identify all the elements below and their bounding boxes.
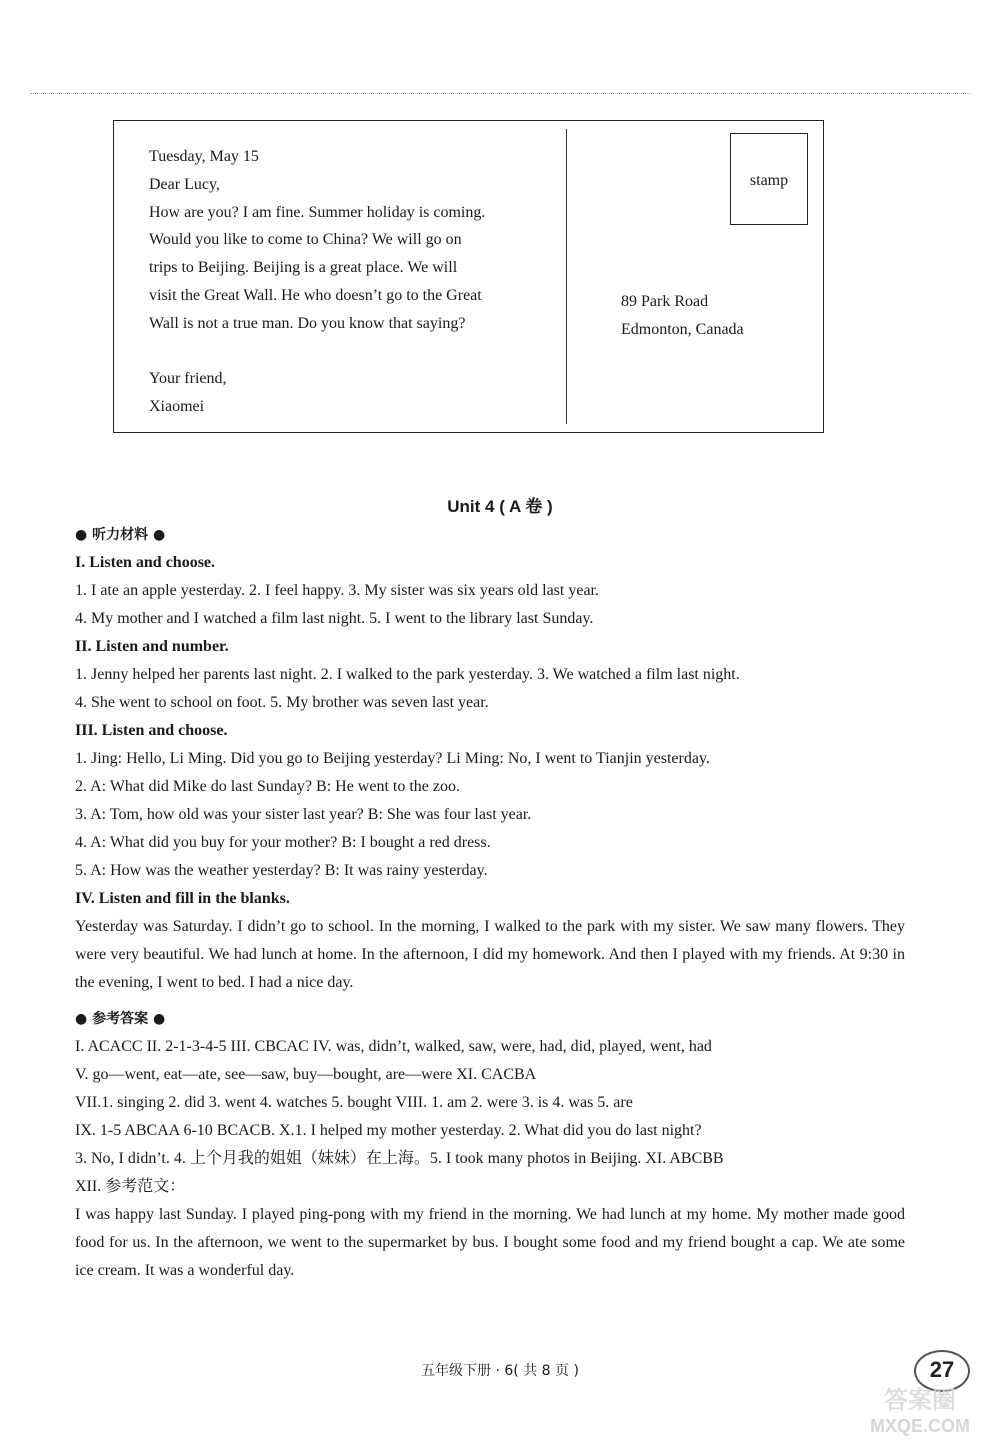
section-line: 4. She went to school on foot. 5. My brother was seven last year. <box>75 694 489 711</box>
stamp-label: stamp <box>749 172 789 189</box>
section-heading: III. Listen and choose. <box>75 722 228 739</box>
svg-text:MXQE.COM: MXQE.COM <box>869 1416 971 1436</box>
section-line: 1. I ate an apple yesterday. 2. I feel happy. 3. My sister was six years old last year. <box>75 582 599 599</box>
answer-key-body <box>75 521 915 1285</box>
letter-line: Dear Lucy, <box>149 175 220 193</box>
letter-line: Your friend, <box>149 370 227 388</box>
section-line: 2. A: What did Mike do last Sunday? B: He went to the zoo. <box>75 778 460 795</box>
answer-line: XII. 参考范文： <box>75 1178 186 1195</box>
section-line: 1. Jing: Hello, Li Ming. Did you go to Beijing yesterday? Li Ming: No, I went to Tianjin yesterday. <box>75 750 710 767</box>
letter-line: trips to Beijing. Beijing is a great place. We will <box>149 259 458 277</box>
section-line: 5. A: How was the weather yesterday? B: It was rainy yesterday. <box>75 862 488 879</box>
page-number: 27 <box>914 1350 970 1392</box>
postcard-address <box>621 288 744 344</box>
listening-heading: ● 听力材料 ● <box>75 527 166 543</box>
stamp-box <box>730 133 808 225</box>
section-line: 3. A: Tom, how old was your sister last year? B: She was four last year. <box>75 806 532 823</box>
letter-line: Xiaomei <box>149 398 205 416</box>
answer-line: I. ACACC II. 2-1-3-4-5 III. CBCAC IV. was, didn’t, walked, saw, were, had, did, played, went, had <box>75 1038 712 1055</box>
postcard-letter <box>149 143 539 421</box>
postcard-divider <box>566 129 567 424</box>
section-line: 1. Jenny helped her parents last night. 2. I walked to the park yesterday. 3. We watched a film last night. <box>75 666 740 683</box>
address-line: 89 Park Road <box>621 293 709 310</box>
postcard <box>113 120 824 433</box>
section-heading: IV. Listen and fill in the blanks. <box>75 890 290 907</box>
sample-essay: I was happy last Sunday. I played ping-pong with my friend in the morning. We had lunch at my home. My mother made good food for us. In the afternoon, we went to the supermarket by bus. I bought some food and my friend bought a cap. We ate some ice cream. It was a wonderful day. <box>75 1206 905 1279</box>
answer-line: V. go—went, eat—ate, see—saw, buy—bought, are—were XI. CACBA <box>75 1066 537 1083</box>
answers-heading: ● 参考答案 ● <box>75 1011 166 1027</box>
letter-line: Would you like to come to China? We will go on <box>149 231 462 249</box>
svg-text:答案圈: 答案圈 <box>884 1386 956 1414</box>
section-paragraph: Yesterday was Saturday. I didn’t go to school. In the morning, I walked to the park with my sister. We saw many flowers. They were very beautiful. We had lunch at home. In the afternoon, I did my homework. And then I played with my friends. At 9:30 in the evening, I went to bed. I had a nice day. <box>75 918 905 991</box>
answer-line: VII.1. singing 2. did 3. went 4. watches 5. bought VIII. 1. am 2. were 3. is 4. was 5. are <box>75 1094 633 1111</box>
section-heading: II. Listen and number. <box>75 638 229 655</box>
unit-title: Unit 4 ( A 卷 ) <box>447 497 553 516</box>
answers-heading-text: 参考答案 <box>92 1011 149 1027</box>
address-line: Edmonton, Canada <box>621 321 744 338</box>
answer-line: 3. No, I didn’t. 4. 上个月我的姐姐（妹妹）在上海。5. I took many photos in Beijing. XI. ABCBB <box>75 1150 724 1167</box>
letter-line: Wall is not a true man. Do you know that saying? <box>149 314 466 332</box>
page-footer: 五年级下册 · 6( 共 8 页 ) <box>421 1363 579 1379</box>
top-dotted-rule <box>30 93 970 94</box>
section-line: 4. A: What did you buy for your mother? B: I bought a red dress. <box>75 834 491 851</box>
letter-line: Tuesday, May 15 <box>149 148 259 165</box>
answer-line: IX. 1-5 ABCAA 6-10 BCACB. X.1. I helped my mother yesterday. 2. What did you do last night? <box>75 1122 702 1139</box>
watermark-logo <box>850 1380 990 1440</box>
section-line: 4. My mother and I watched a film last night. 5. I went to the library last Sunday. <box>75 610 594 627</box>
letter-line-blank <box>149 338 539 366</box>
section-heading: I. Listen and choose. <box>75 554 216 571</box>
listening-heading-text: 听力材料 <box>92 527 149 543</box>
letter-line: How are you? I am fine. Summer holiday is coming. <box>149 203 486 221</box>
letter-line: visit the Great Wall. He who doesn’t go to the Great <box>149 286 482 304</box>
